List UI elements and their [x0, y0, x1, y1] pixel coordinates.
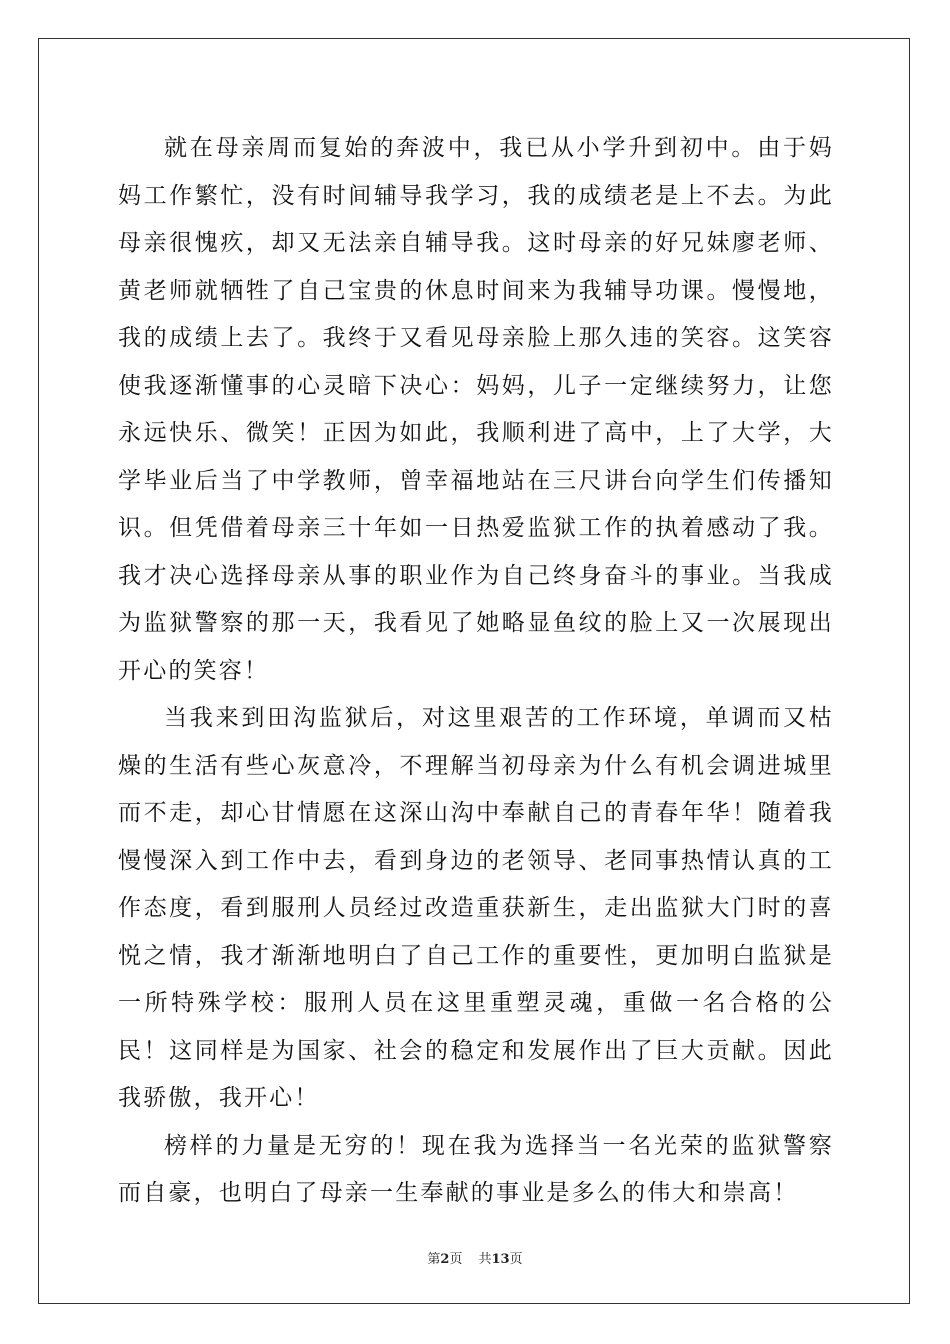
- document-body: [118, 125, 834, 1218]
- page-number: 2: [440, 1252, 450, 1267]
- page-suffix: 页: [449, 1252, 463, 1267]
- paragraph-1: 就在母亲周而复始的奔波中，我已从小学升到初中。由于妈妈工作繁忙，没有时间辅导我学习，我的成绩老是上不去。为此母亲很愧疚，却又无法亲自辅导我。这时母亲的好兄妹廖老师、黄老师就牺牲了自己宝贵的休息时间来为我辅导功课。慢慢地，我的成绩上去了。我终于又看见母亲脸上那久违的笑容。这笑容使我逐渐懂事的心灵暗下决心：妈妈，儿子一定继续努力，让您永远快乐、微笑！正因为如此，我顺利进了高中，上了大学，大学毕业后当了中学教师，曾幸福地站在三尺讲台向学生们传播知识。但凭借着母亲三十年如一日热爱监狱工作的执着感动了我。我才决心选择母亲从事的职业作为自己终身奋斗的事业。当我成为监狱警察的那一天，我看见了她略显鱼纹的脸上又一次展现出开心的笑容！: [118, 135, 834, 684]
- page-footer: [0, 1248, 950, 1267]
- total-prefix: 共: [478, 1252, 492, 1267]
- paragraph-2: 当我来到田沟监狱后，对这里艰苦的工作环境，单调而又枯燥的生活有些心灰意冷，不理解当初母亲为什么有机会调进城里而不走，却心甘情愿在这深山沟中奉献自己的青春年华！随着我慢慢深入到工作中去，看到身边的老领导、老同事热情认真的工作态度，看到服刑人员经过改造重获新生，走出监狱大门时的喜悦之情，我才渐渐地明白了自己工作的重要性，更加明白监狱是一所特殊学校：服刑人员在这里重塑灵魂，重做一名合格的公民！这同样是为国家、社会的稳定和发展作出了巨大贡献。因此我骄傲，我开心！: [118, 705, 834, 1111]
- paragraph-3: 榜样的力量是无穷的！现在我为选择当一名光荣的监狱警察而自豪，也明白了母亲一生奉献的事业是多么的伟大和崇高！: [118, 1132, 834, 1206]
- total-pages: 13: [491, 1252, 510, 1267]
- total-suffix: 页: [509, 1252, 523, 1267]
- page-prefix: 第: [427, 1252, 441, 1267]
